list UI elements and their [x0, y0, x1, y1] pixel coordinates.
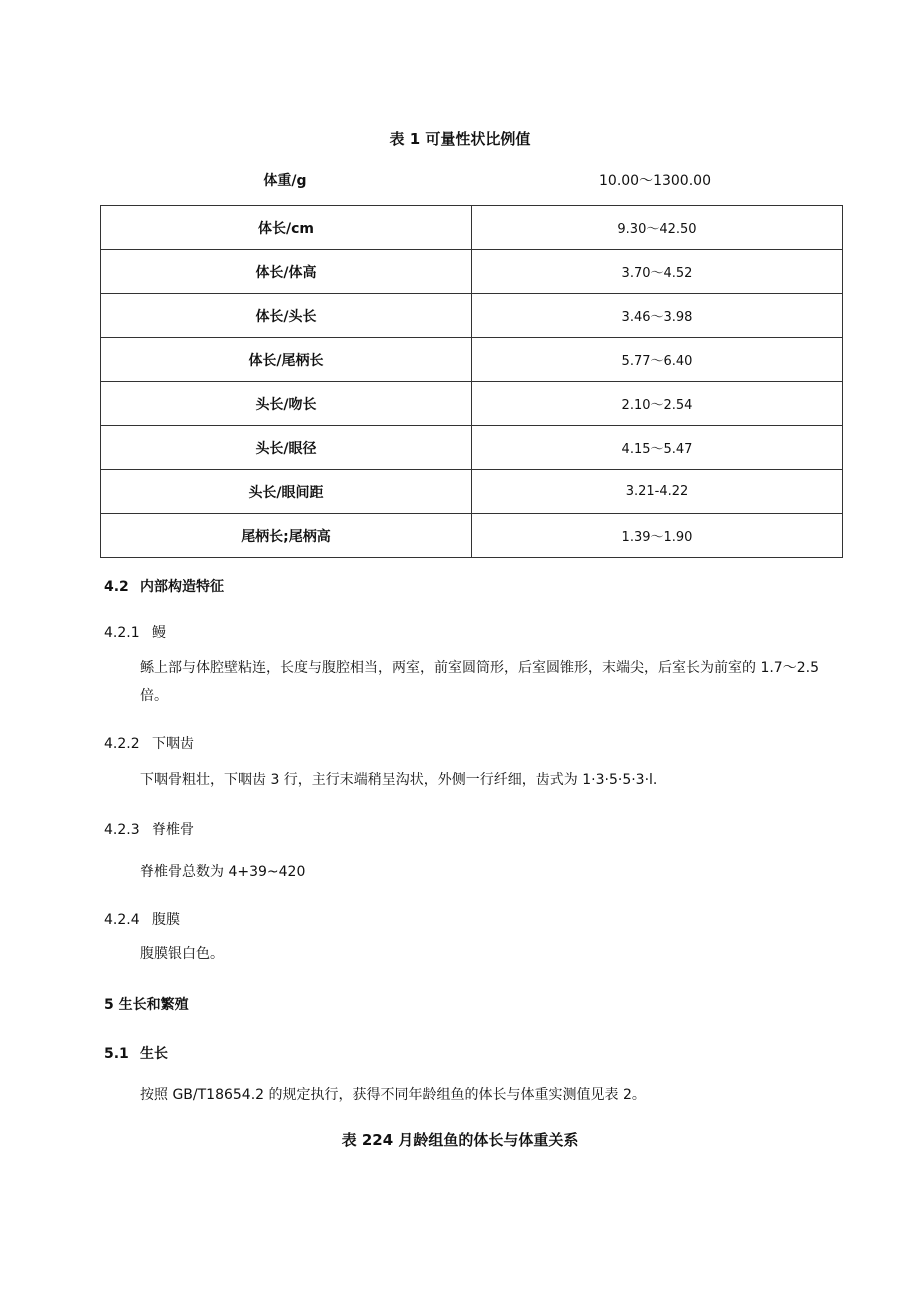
section-5-1-heading: [104, 1043, 168, 1063]
table-row: [101, 470, 843, 514]
section-number: 4.2.3: [104, 822, 140, 838]
section-title: 脊椎骨: [152, 822, 194, 838]
table1-caption: 表 1 可量性状比例值: [389, 130, 531, 148]
section-4-2-3-text: 脊椎骨总数为 4+39~420: [140, 864, 306, 880]
row-value: 1.39～1.90: [472, 514, 843, 558]
section-4-2-2-text: 下咽骨粗壮，下咽齿 3 行，主行末端稍呈沟状，外侧一行纤细，齿式为 1·3·5·5·3·l.: [140, 772, 658, 788]
table-row: [101, 250, 843, 294]
row-key: 体长/尾柄长: [101, 338, 472, 382]
section-title: 生长: [140, 1046, 168, 1062]
row-key: 头长/眼间距: [101, 470, 472, 514]
table-row: [101, 426, 843, 470]
row-key: 体长/体高: [101, 250, 472, 294]
section-4-2-2-heading: [104, 733, 194, 753]
row-key: 头长/眼径: [101, 426, 472, 470]
table-row: [101, 382, 843, 426]
section-number: 4.2.2: [104, 736, 140, 752]
row-value: 9.30～42.50: [472, 206, 843, 250]
section-title: 内部构造特征: [140, 579, 224, 595]
table1-header-row: [100, 170, 840, 190]
table2-caption: 表 224 月龄组鱼的体长与体重关系: [341, 1131, 579, 1149]
row-value: 3.70～4.52: [472, 250, 843, 294]
table-row: [101, 294, 843, 338]
section-5-heading: 5 生长和繁殖: [104, 997, 189, 1013]
section-4-2-1-text: 鲧上部与体腔壁粘连，长度与腹腔相当，两室，前室圆筒形，后室圆锥形，末端尖，后室长为前室的 1.7～2.5 倍。: [140, 660, 819, 704]
section-title: 鳗: [152, 625, 166, 641]
section-4-2-heading: [104, 576, 224, 596]
row-value: 3.46～3.98: [472, 294, 843, 338]
section-4-2-1-heading: [104, 622, 166, 642]
section-title: 腹膜: [152, 912, 180, 928]
row-value: 5.77～6.40: [472, 338, 843, 382]
section-number: 4.2.4: [104, 912, 140, 928]
section-title: 下咽齿: [152, 736, 194, 752]
row-value: 2.10～2.54: [472, 382, 843, 426]
table-row: [101, 338, 843, 382]
table1: [100, 205, 843, 558]
row-value: 4.15～5.47: [472, 426, 843, 470]
section-4-2-3-heading: [104, 819, 194, 839]
table-row: [101, 514, 843, 558]
row-key: 尾柄长;尾柄高: [101, 514, 472, 558]
row-key: 体长/头长: [101, 294, 472, 338]
section-5-1-text: 按照 GB/T18654.2 的规定执行，获得不同年龄组鱼的体长与体重实测值见表 2。: [140, 1087, 646, 1103]
section-4-2-4-text: 腹膜银白色。: [140, 946, 224, 962]
row-key: 头长/吻长: [101, 382, 472, 426]
section-4-2-4-heading: [104, 909, 180, 929]
section-number: 4.2.1: [104, 625, 140, 641]
table-row: [101, 206, 843, 250]
table1-header-key: 体重/g: [263, 173, 307, 189]
section-number: 4.2: [104, 579, 129, 595]
table1-header-value: 10.00～1300.00: [599, 173, 711, 189]
row-value: 3.21-4.22: [472, 470, 843, 514]
row-key: 体长/cm: [101, 206, 472, 250]
section-number: 5.1: [104, 1046, 129, 1062]
